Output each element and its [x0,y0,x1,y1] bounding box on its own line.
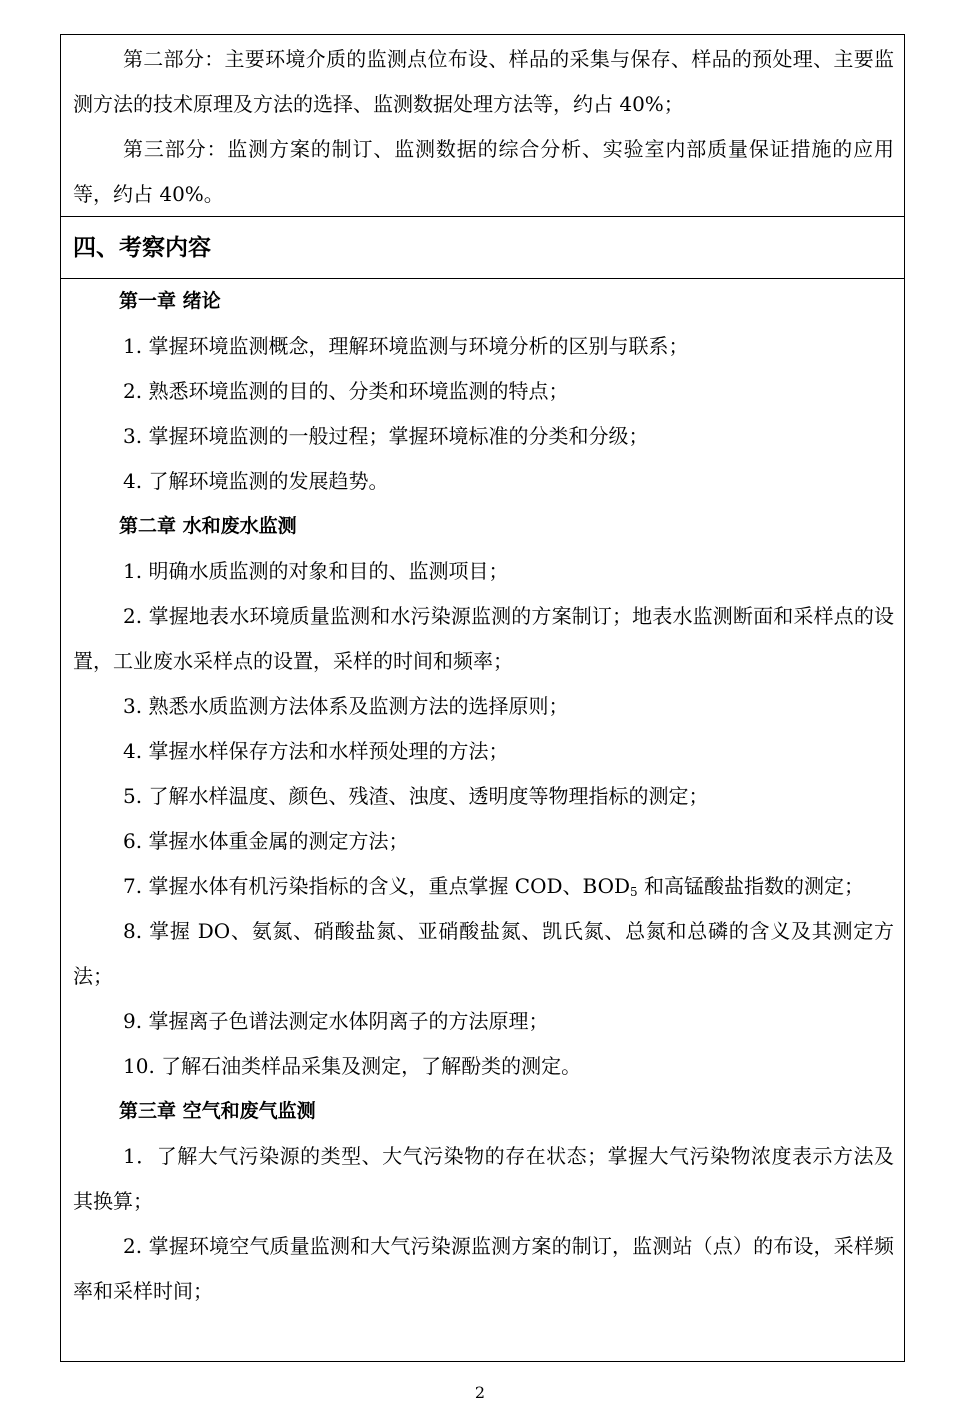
list-item: 3. 掌握环境监测的一般过程；掌握环境标准的分类和分级； [123,424,649,448]
content-table [60,34,905,1362]
chapter-heading-2: 第二章 水和废水监测 [119,515,297,537]
section-heading-row [61,217,904,279]
paragraph-part-two: 第二部分：主要环境介质的监测点位布设、样品的采集与保存、样品的预处理、主要监测方法的技术原理及方法的选择、监测数据处理方法等，约占 40%； [73,47,894,116]
list-item: 1. 明确水质监测的对象和目的、监测项目； [123,559,509,583]
list-item: 9. 掌握离子色谱法测定水体阴离子的方法原理； [123,1009,549,1033]
list-item: 8. 掌握 DO、氨氮、硝酸盐氮、亚硝酸盐氮、凯氏氮、总氮和总磷的含义及其测定方法； [73,919,894,988]
page-number: 2 [474,1383,486,1402]
item7-text-end: 和高锰酸盐指数的测定； [637,874,865,898]
list-item: 1．了解大气污染源的类型、大气污染物的存在状态；掌握大气污染物浓度表示方法及其换算； [73,1144,894,1213]
list-item: 2. 掌握环境空气质量监测和大气污染源监测方案的制订，监测站（点）的布设，采样频率和采样时间； [73,1234,894,1303]
list-item: 2. 掌握地表水环境质量监测和水污染源监测的方案制订；地表水监测断面和采样点的设置，工业废水采样点的设置，采样的时间和频率； [73,604,894,673]
section-heading: 四、考察内容 [73,235,211,261]
list-item: 4. 了解环境监测的发展趋势。 [123,469,389,493]
section-exam-structure [61,35,904,217]
paragraph-part-three: 第三部分：监测方案的制订、监测数据的综合分析、实验室内部质量保证措施的应用等，约占 40%。 [73,137,894,206]
list-item-cod-bod [61,864,904,909]
chapter-heading-3: 第三章 空气和废气监测 [119,1100,316,1122]
section-exam-content [61,279,904,1361]
item7-text-start: 7. 掌握水体有机污染指标的含义，重点掌握 COD、BOD [123,874,631,898]
chapter-heading-1: 第一章 绪论 [119,290,221,312]
list-item: 10. 了解石油类样品采集及测定，了解酚类的测定。 [123,1054,582,1078]
list-item: 6. 掌握水体重金属的测定方法； [123,829,409,853]
bod-subscript: 5 [630,885,638,899]
list-item: 4. 掌握水样保存方法和水样预处理的方法； [123,739,509,763]
list-item: 3. 熟悉水质监测方法体系及监测方法的选择原则； [123,694,569,718]
list-item: 1. 掌握环境监测概念，理解环境监测与环境分析的区别与联系； [123,334,689,358]
list-item: 2. 熟悉环境监测的目的、分类和环境监测的特点； [123,379,569,403]
list-item: 5. 了解水样温度、颜色、残渣、浊度、透明度等物理指标的测定； [123,784,709,808]
